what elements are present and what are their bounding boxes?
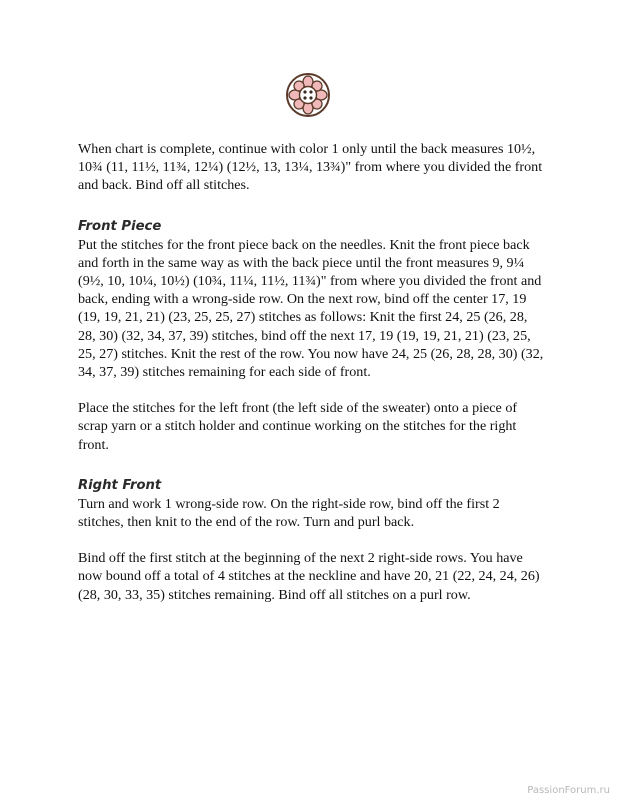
front-piece-heading: Front Piece bbox=[78, 218, 162, 234]
right-front-paragraph-1: Turn and work 1 wrong-side row. On the right-side row, bind off the first 2 stitches, then knit to the end of the row. Turn and purl back. bbox=[78, 495, 500, 531]
right-front-heading: Right Front bbox=[78, 477, 162, 493]
pattern-instructions bbox=[78, 140, 548, 604]
front-piece-paragraph-2: Place the stitches for the left front (the left side of the sweater) onto a piece of scrap yarn or a stitch holder and continue working on the stitches for the right front. bbox=[78, 400, 518, 453]
right-front-paragraph-2: Bind off the first stitch at the beginning of the next 2 right-side rows. You have now bound off a total of 4 stitches at the neckline and have 20, 21 (22, 24, 24, 26) (28, 30, 33, 35) stitches remaining. Bind off all stitches on a purl row. bbox=[78, 550, 540, 603]
front-piece-paragraph-1: Put the stitches for the front piece back on the needles. Knit the front piece back and forth in the same way as with the back piece until the front measures 9, 9¼ (9½, 10, 10¼, 10½) (10¾, 11¼, 11½, 11¾)" from where you divided the front and back, ending with a wrong-side row. On the next row, bind off the center 17, 19 (19, 19, 21, 21) (23, 25, 25, 27) stitches as follows: Knit the first 24, 25 (26, 28, 28, 30) (32, 34, 37, 39) stitches, bind off the next 17, 19 (19, 19, 21, 21) (23, 25, 25, 27) stitches. Knit the rest of the row. You now have 24, 25 (26, 28, 28, 30) (32, 34, 37, 39) stitches remaining for each side of front. bbox=[78, 236, 544, 381]
flower-button-icon bbox=[285, 72, 331, 118]
watermark: PassionForum.ru bbox=[527, 785, 610, 796]
intro-paragraph: When chart is complete, continue with color 1 only until the back measures 10½, 10¾ (11, 11½, 11¾, 12¼) (12½, 13, 13¼, 13¾)" from where you divided the front and back. Bind off all stitches. bbox=[78, 141, 543, 194]
